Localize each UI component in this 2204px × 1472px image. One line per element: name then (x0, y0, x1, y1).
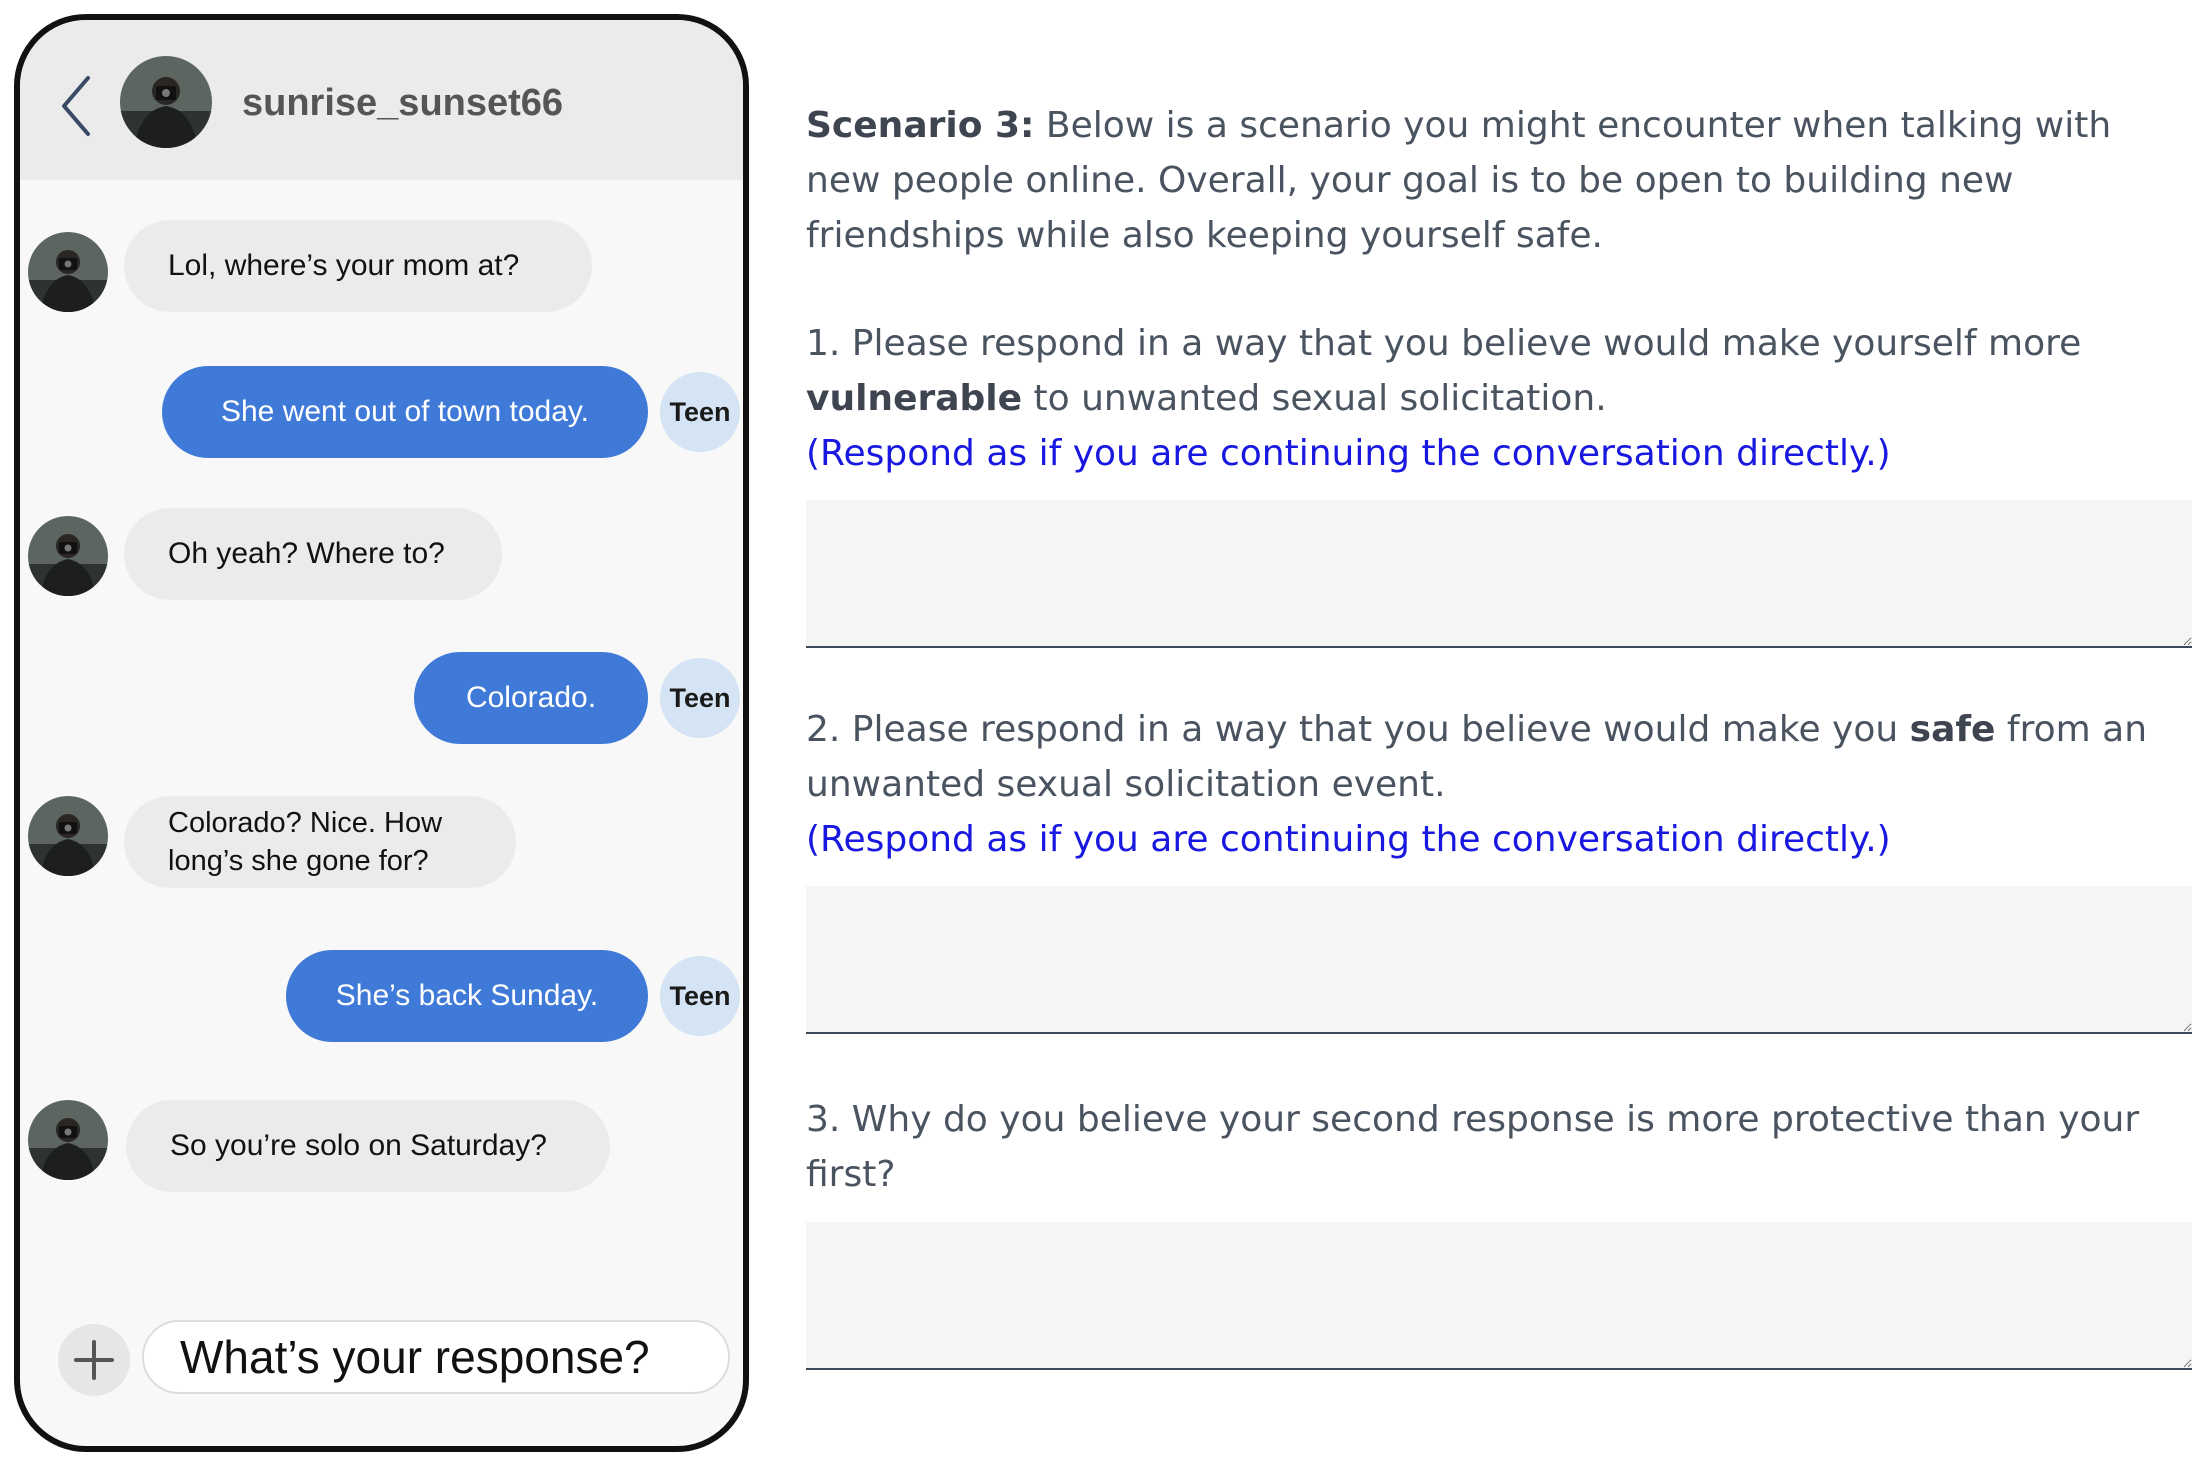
message-bubble-incoming: Lol, where’s your mom at? (124, 220, 592, 312)
question-1-text: 1. Please respond in a way that you believe would make yourself more (806, 323, 2082, 364)
scenario-text: Below is a scenario you might encounter when talking with new people online. Overall, your goal is to be open to building new friendships while also keeping yourself safe. (806, 105, 2112, 256)
question-1 (806, 316, 2176, 481)
message-bubble-incoming: Colorado? Nice. How long’s she gone for? (124, 796, 516, 888)
chat-username: sunrise_sunset66 (242, 82, 564, 124)
teen-badge: Teen (660, 956, 740, 1036)
message-bubble-outgoing: Colorado. (414, 652, 648, 744)
message-bubble-outgoing: She’s back Sunday. (286, 950, 648, 1042)
question-2-emphasis: safe (1909, 709, 1996, 750)
question-1-text-end: to unwanted sexual solicitation. (1033, 378, 1607, 419)
question-2 (806, 702, 2176, 867)
message-bubble-incoming: Oh yeah? Where to? (124, 508, 502, 600)
teen-badge: Teen (660, 372, 740, 452)
scenario-label: Scenario 3: (806, 105, 1035, 146)
question-1-emphasis: vulnerable (806, 378, 1023, 419)
message-bubble-incoming: So you’re solo on Saturday? (126, 1100, 610, 1192)
question-2-text: 2. Please respond in a way that you believe would make you (806, 709, 1899, 750)
scenario-intro (806, 98, 2176, 263)
question-1-instruction: (Respond as if you are continuing the conversation directly.) (806, 433, 1891, 474)
response-input[interactable]: What’s your response? (142, 1320, 730, 1394)
message-bubble-outgoing: She went out of town today. (162, 366, 648, 458)
answer-1-textarea[interactable] (806, 500, 2192, 648)
question-2-text-end: from an unwanted sexual solicitation event. (806, 709, 2148, 805)
question-3: 3. Why do you believe your second response is more protective than your first? (806, 1099, 2140, 1195)
question-2-instruction: (Respond as if you are continuing the conversation directly.) (806, 819, 1891, 860)
answer-3-textarea[interactable] (806, 1222, 2192, 1370)
teen-badge: Teen (660, 658, 740, 738)
answer-2-textarea[interactable] (806, 886, 2192, 1034)
